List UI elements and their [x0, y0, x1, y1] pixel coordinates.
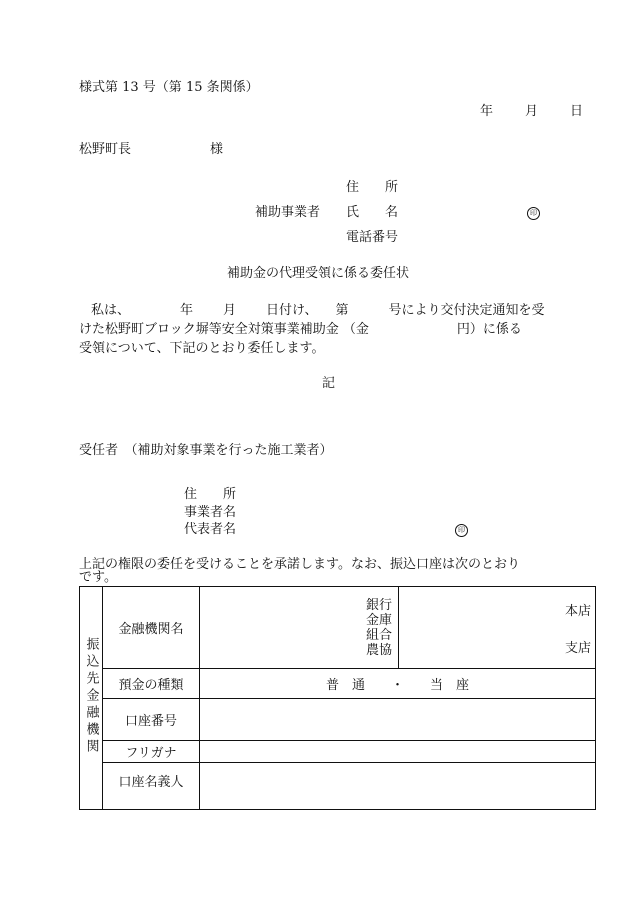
body-line1-day: 日付け、 [266, 303, 318, 318]
date-day-label: 日 [570, 104, 584, 119]
account-number-label: 口座番号 [103, 699, 200, 741]
acceptance-line-2: です。 [79, 570, 117, 585]
agent-address-label: 住 所 [184, 487, 237, 502]
agent-seal-icon: 印 [455, 524, 468, 537]
ki-label: 記 [322, 376, 336, 391]
account-number-field[interactable] [200, 699, 596, 741]
branch-type-branch: 支店 [564, 640, 591, 656]
deposit-type-label: 預金の種類 [103, 669, 200, 699]
body-line1-rest: 号により交付決定通知を受 [388, 303, 545, 318]
agent-company-label: 事業者名 [184, 505, 237, 520]
body-line2-a: けた松野町ブロック塀等安全対策事業補助金 （金 [79, 322, 369, 337]
body-line1-dai: 第 [335, 303, 349, 318]
furigana-field[interactable] [200, 741, 596, 763]
furigana-label: フリガナ [103, 741, 200, 763]
institution-name-field[interactable] [200, 587, 399, 669]
agent-heading: 受任者 （補助対象事業を行った施工業者） [79, 443, 333, 458]
body-line1-month: 月 [223, 303, 237, 318]
account-holder-field[interactable] [200, 763, 596, 810]
body-line2-b: 円）に係る [456, 322, 522, 337]
addressee-name: 松野町長 [79, 142, 132, 157]
body-line-2 [79, 320, 584, 339]
body-paragraph [79, 301, 584, 358]
applicant-role: 補助事業者 [255, 205, 321, 220]
institution-type-nokyo: 農協 [365, 642, 392, 658]
date-year-label: 年 [480, 104, 494, 119]
institution-type-bank: 銀行 [365, 597, 392, 613]
body-line-3: 受領について、下記のとおり委任します。 [79, 341, 325, 356]
institution-label: 金融機関名 [103, 587, 200, 669]
bank-side-label: 振込先金融機関 [83, 636, 99, 756]
branch-types [399, 600, 595, 656]
applicant-phone-label: 電話番号 [346, 230, 399, 245]
account-number-row [80, 699, 596, 741]
addressee-honorific: 様 [210, 142, 224, 157]
applicant-seal-icon: 印 [527, 207, 540, 220]
form-number: 様式第 13 号（第 15 条関係） [79, 80, 259, 95]
account-holder-label: 口座名義人 [103, 763, 200, 810]
body-line1-year: 年 [180, 303, 194, 318]
acceptance-line-1: 上記の権限の委任を受けることを承諾します。なお、振込口座は次のとおり [79, 557, 520, 572]
body-line-1 [79, 301, 584, 320]
deposit-type-options[interactable]: 普 通 ・ 当 座 [200, 669, 596, 699]
agent-rep-label: 代表者名 [184, 522, 237, 537]
furigana-row [80, 741, 596, 763]
institution-type-kumiai: 組合 [365, 627, 392, 643]
bank-account-table [79, 586, 596, 810]
body-line1-watashi: 私は、 [91, 303, 131, 318]
date-month-label: 月 [525, 104, 539, 119]
document-title: 補助金の代理受領に係る委任状 [227, 266, 410, 281]
bank-side-label-cell [80, 587, 103, 810]
branch-name-field[interactable] [399, 587, 596, 669]
applicant-address-label: 住 所 [346, 180, 399, 195]
institution-type-kinko: 金庫 [365, 612, 392, 628]
institution-row [80, 587, 596, 669]
deposit-type-row [80, 669, 596, 699]
account-holder-row [80, 763, 596, 810]
applicant-name-label: 氏 名 [346, 205, 399, 220]
institution-types [200, 598, 398, 658]
branch-type-main: 本店 [564, 603, 591, 619]
